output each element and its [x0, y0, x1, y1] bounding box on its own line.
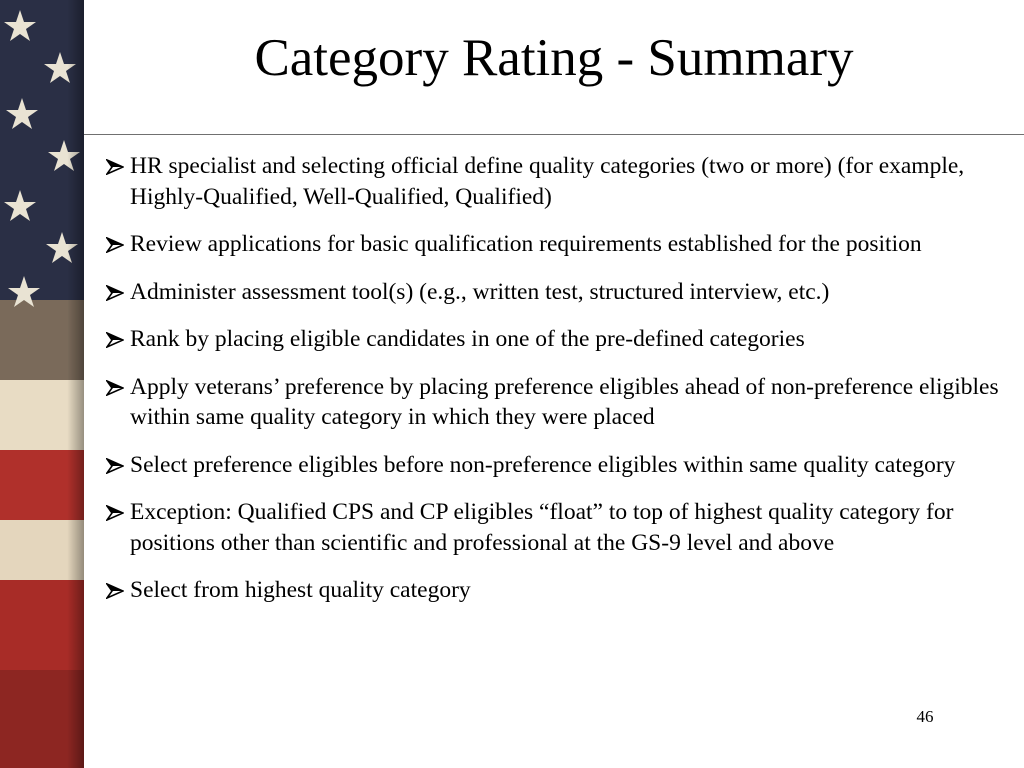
bullet-text: Apply veterans’ preference by placing preference eligibles ahead of non-preference eligibles within same quality category in which they were placed — [130, 373, 999, 430]
list-item — [106, 497, 1006, 558]
list-item — [106, 575, 1006, 606]
arrow-bullet-icon — [106, 583, 124, 599]
list-item — [106, 450, 1006, 481]
page-number: 46 — [916, 707, 934, 726]
bullet-text: Administer assessment tool(s) (e.g., written test, structured interview, etc.) — [130, 278, 830, 305]
bullet-text: Select preference eligibles before non-preference eligibles within same quality category — [130, 451, 956, 478]
arrow-bullet-icon — [106, 458, 124, 474]
list-item — [106, 372, 1006, 433]
list-item — [106, 277, 1006, 308]
bullet-text: Rank by placing eligible candidates in one of the pre-defined categories — [130, 326, 805, 352]
bullet-text: Select from highest quality category — [130, 577, 471, 603]
arrow-bullet-icon — [106, 505, 124, 521]
bullet-text: Review applications for basic qualification requirements established for the position — [130, 231, 922, 257]
list-item — [106, 151, 1006, 212]
arrow-bullet-icon — [106, 380, 124, 396]
list-item — [106, 229, 1006, 260]
arrow-bullet-icon — [106, 332, 124, 348]
bullet-text: Exception: Qualified CPS and CP eligibles “float” to top of highest quality category for positions other than scientific and professional at the GS-9 level and above — [130, 499, 954, 556]
arrow-bullet-icon — [106, 285, 124, 301]
list-item — [106, 324, 1006, 355]
american-flag-image — [0, 0, 84, 768]
bullet-text: HR specialist and selecting official define quality categories (two or more) (for example, Highly-Qualified, Well-Qualified, Qualified) — [130, 153, 965, 210]
arrow-bullet-icon — [106, 159, 124, 175]
arrow-bullet-icon — [106, 237, 124, 253]
title-divider — [84, 134, 1024, 135]
bullet-list — [106, 151, 1006, 623]
slide-title: Category Rating - Summary — [254, 29, 854, 87]
